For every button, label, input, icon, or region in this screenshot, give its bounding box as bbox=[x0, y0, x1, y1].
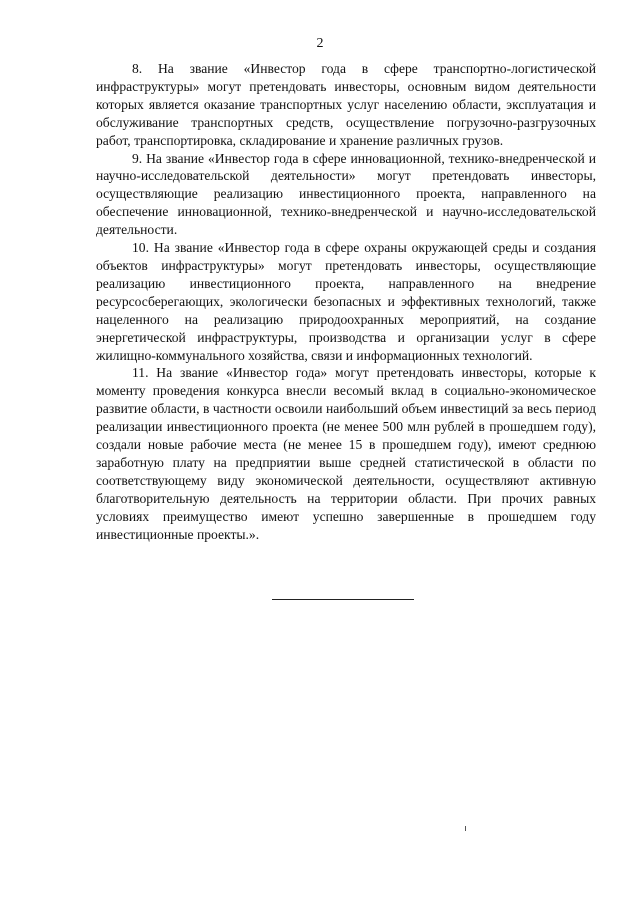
scan-artifact bbox=[465, 826, 466, 831]
end-divider-line bbox=[272, 599, 414, 600]
paragraph-10: 10. На звание «Инвестор года в сфере охраны окружающей среды и создания объектов инфраструктуры» могут претендовать инвесторы, осуществляющие реализацию инвестиционного проекта, направленного на внедрение ресурсосберегающих, экологически безопасных и эффективных технологий, также нацеленного на реализацию природоохранных мероприятий, на создание энергетической инфраструктуры, производства и организации услуг в сфере жилищно-коммунального хозяйства, связи и информационных технологий. bbox=[96, 240, 596, 363]
document-body bbox=[96, 60, 596, 543]
paragraph-8: 8. На звание «Инвестор года в сфере транспортно-логистической инфраструктуры» могут претендовать инвесторы, основным видом деятельности которых является оказание транспортных услуг населению области, эксплуатация и обслуживание транспортных средств, осуществление погрузочно-разгрузочных работ, транспортировка, складирование и хранение различных грузов. bbox=[96, 61, 596, 148]
paragraph-9: 9. На звание «Инвестор года в сфере инновационной, технико-внедренческой и научно-исследовательской деятельности» могут претендовать инвесторы, осуществляющие реализацию инвестиционного проекта, направленного на обеспечение инновационной, технико-внедренческой и научно-исследовательской деятельности. bbox=[96, 150, 596, 238]
page-number: 2 bbox=[316, 36, 324, 51]
paragraph-11: 11. На звание «Инвестор года» могут претендовать инвесторы, которые к моменту проведения конкурса внесли весомый вклад в социально-экономическое развитие области, в частности освоили наибольший объем инвестиций за весь период реализации инвестиционного проекта (не менее 500 млн рублей в прошедшем году), создали новые рабочие места (не менее 15 в прошедшем году), имеют среднюю заработную плату на предприятии выше средней статистической в области по соответствующему виду экономической деятельности, осуществляют активную благотворительную деятельность на территории области. При прочих равных условиях преимущество имеют успешно завершенные в прошедшем году инвестиционные проекты.». bbox=[96, 365, 596, 542]
